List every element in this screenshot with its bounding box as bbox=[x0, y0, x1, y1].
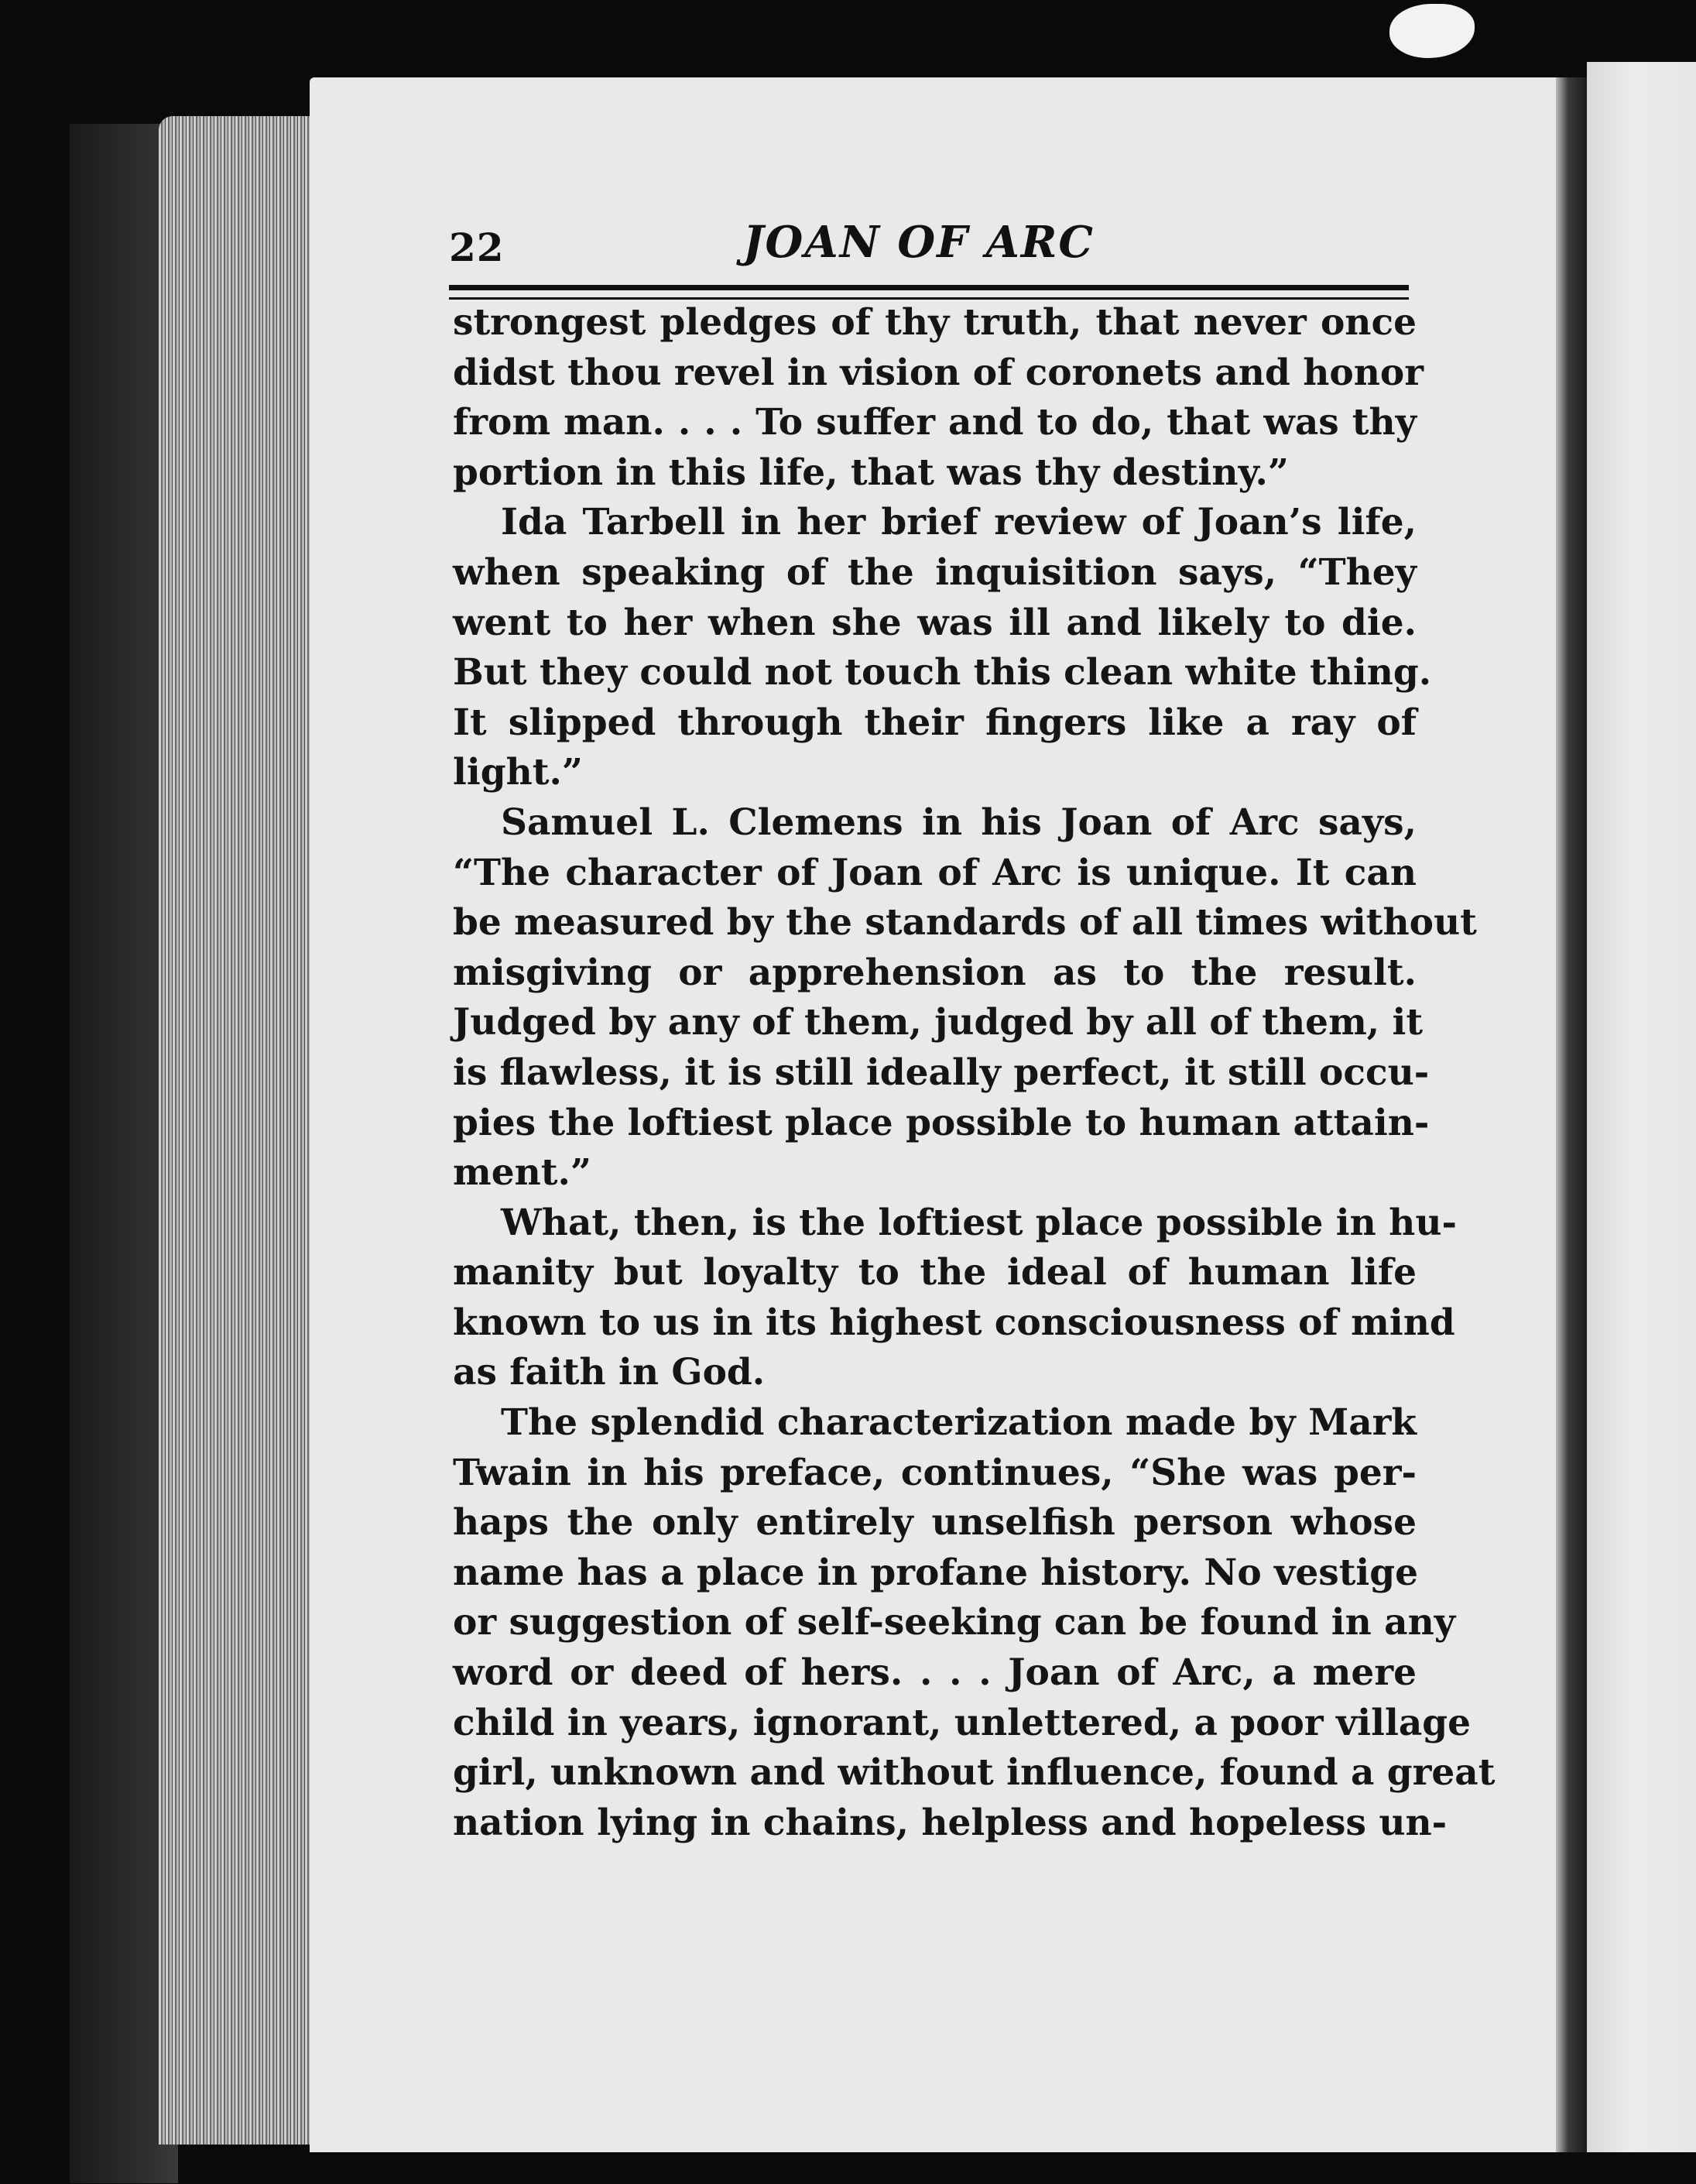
text-line: It slipped through their fingers like a ray of bbox=[453, 701, 1417, 744]
text-line: The splendid characterization made by Mark bbox=[501, 1401, 1417, 1445]
text-line: manity but loyalty to the ideal of human life bbox=[453, 1251, 1417, 1294]
text-line: pies the loftiest place possible to human attain- bbox=[453, 1101, 1430, 1144]
text-line: child in years, ignorant, unlettered, a poor village bbox=[453, 1701, 1472, 1744]
text-line: from man. . . . To suffer and to do, that was thy bbox=[453, 401, 1417, 444]
text-line: Twain in his preface, continues, “She was per- bbox=[453, 1451, 1417, 1494]
text-line: portion in this life, that was thy destiny.” bbox=[453, 451, 1289, 494]
text-line: or suggestion of self-seeking can be found in any bbox=[453, 1601, 1456, 1644]
text-line: nation lying in chains, helpless and hopeless un- bbox=[453, 1801, 1448, 1844]
text-line: Ida Tarbell in her brief review of Joan’s life, bbox=[501, 501, 1417, 544]
text-line: But they could not touch this clean white thing. bbox=[453, 651, 1432, 694]
text-line: went to her when she was ill and likely to die. bbox=[453, 601, 1417, 644]
header-rule-thick bbox=[449, 285, 1409, 290]
running-title: JOAN OF ARC bbox=[743, 217, 1095, 268]
text-line: as faith in God. bbox=[453, 1351, 766, 1394]
text-line: “The character of Joan of Arc is unique. It can bbox=[453, 851, 1417, 894]
text-line: girl, unknown and without influence, found a great bbox=[453, 1751, 1496, 1795]
text-line: known to us in its highest consciousness of mind bbox=[453, 1301, 1455, 1344]
text-line: be measured by the standards of all times without bbox=[453, 901, 1477, 945]
facing-page-edge bbox=[1587, 62, 1696, 2152]
text-line: when speaking of the inquisition says, “They bbox=[453, 550, 1417, 594]
text-line: word or deed of hers. . . . Joan of Arc, a mere bbox=[453, 1651, 1417, 1695]
text-line: Judged by any of them, judged by all of them, it bbox=[453, 1001, 1424, 1044]
text-line: What, then, is the loftiest place possible in hu- bbox=[501, 1201, 1458, 1244]
text-line: Samuel L. Clemens in his Joan of Arc says, bbox=[501, 801, 1417, 844]
text-line: didst thou revel in vision of coronets and honor bbox=[453, 351, 1424, 394]
scan-artifact bbox=[1389, 4, 1475, 58]
running-header bbox=[449, 217, 1409, 279]
text-line: misgiving or apprehension as to the result. bbox=[453, 951, 1417, 994]
text-line: haps the only entirely unselfish person whose bbox=[453, 1501, 1417, 1545]
text-line: light.” bbox=[453, 751, 583, 794]
page-number: 22 bbox=[449, 225, 505, 270]
page-gutter bbox=[1556, 77, 1587, 2152]
text-line: is flawless, it is still ideally perfect, it still occu- bbox=[453, 1051, 1430, 1094]
text-line: name has a place in profane history. No vestige bbox=[453, 1551, 1419, 1594]
body-text bbox=[453, 298, 1496, 1848]
text-line: strongest pledges of thy truth, that never once bbox=[453, 301, 1417, 344]
text-line: ment.” bbox=[453, 1151, 591, 1195]
